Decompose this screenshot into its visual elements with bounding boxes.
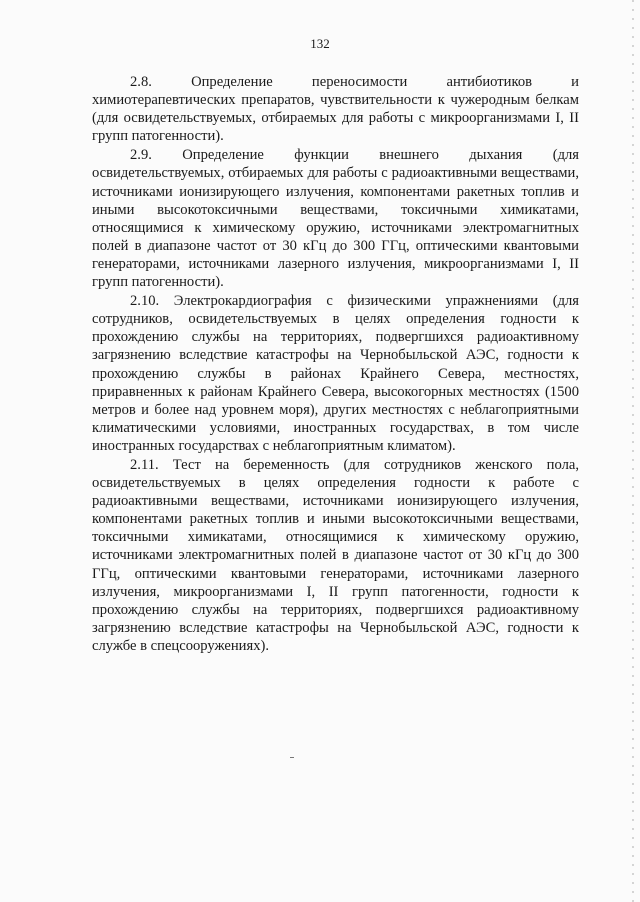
document-body xyxy=(92,73,579,656)
page-number: 132 xyxy=(310,36,330,51)
paragraph-2-8: 2.8. Определение переносимости антибиотиков и химиотерапевтических препаратов, чувствительности к чужеродным белкам (для освидетельствуемых, отбираемых для работы с микроорганизмами I, II групп патогенности). xyxy=(92,74,579,145)
paragraph-2-10: 2.10. Электрокардиография с физическими упражнениями (для сотрудников, освидетельствуемых в целях определения годности к прохождению службы на территориях, подвергшихся радиоактивному загрязнению вследствие катастрофы на Чернобыльской АЭС, годности к прохождению службы в районах Крайнего Севера, местностях, приравненных к районам Крайнего Севера, высокогорных местностях (1500 метров и более над уровнем моря), других местностях с неблагоприятными климатическими условиями, иностранных государствах, в том числе иностранных государствах с неблагоприятным климатом). xyxy=(92,293,579,454)
scan-speck xyxy=(290,757,294,758)
paragraph-2-9: 2.9. Определение функции внешнего дыхания (для освидетельствуемых, отбираемых для работы с радиоактивными веществами, источниками ионизирующего излучения, компонентами ракетных топлив и иными высокотоксичными веществами, токсичными химикатами, относящимися к химическому оружию, источниками электромагнитных полей в диапазоне частот от 30 кГц до 300 ГГц, оптическими квантовыми генераторами, источниками лазерного излучения, микроорганизмами I, II групп патогенности). xyxy=(92,147,579,291)
paragraph-2-11: 2.11. Тест на беременность (для сотрудников женского пола, освидетельствуемых в целях определения годности к работе с радиоактивными веществами, источниками ионизирующего излучения, компонентами ракетных топлив и иными высокотоксичными веществами, токсичными химикатами, относящимися к химическому оружию, источниками электромагнитных полей в диапазоне частот от 30 кГц до 300 ГГц, оптическими квантовыми генераторами, источниками лазерного излучения, микроорганизмами I, II групп патогенности, годности к прохождению службы на территориях, подвергшихся радиоактивному загрязнению вследствие катастрофы на Чернобыльской АЭС, годности к службе в спецсооружениях). xyxy=(92,456,579,654)
scan-edge xyxy=(632,0,634,902)
